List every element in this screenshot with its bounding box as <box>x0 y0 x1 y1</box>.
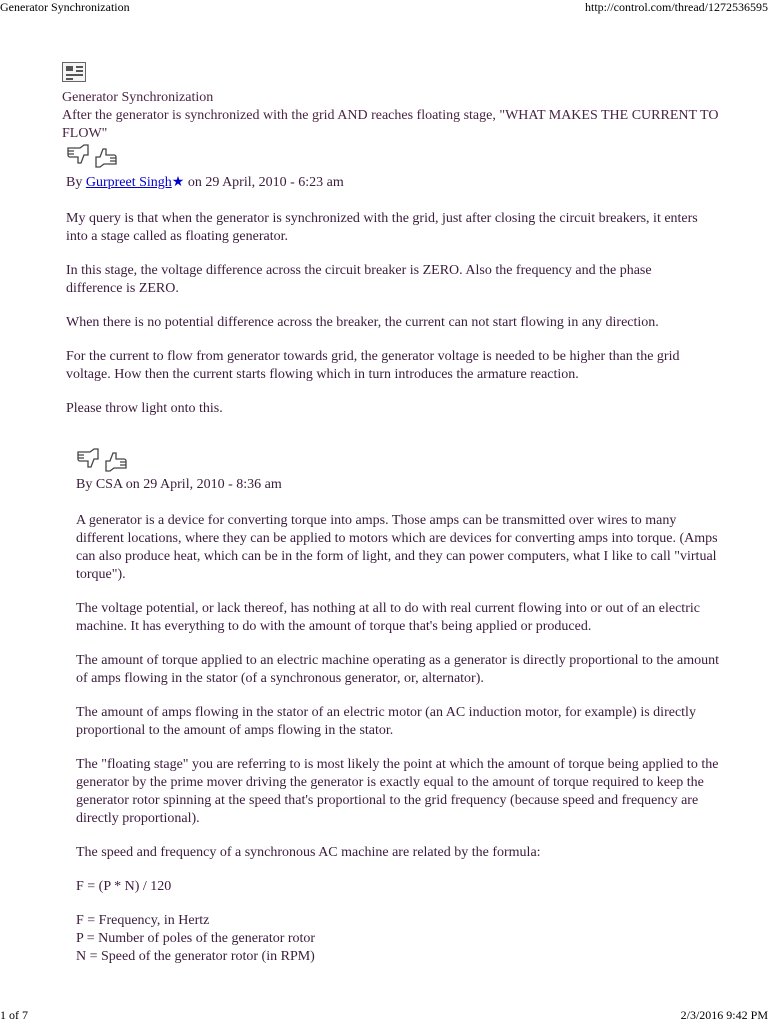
post-1 <box>66 174 711 434</box>
post-2-paragraph: The amount of torque applied to an electric machine operating as a generator is directly proportional to the amount of amps flowing in the stator (of a synchronous generator, or, alternator). <box>76 653 719 686</box>
post-2 <box>76 476 726 966</box>
thumbs-vote-icon[interactable] <box>66 142 118 170</box>
post-1-paragraph: In this stage, the voltage difference across the circuit breaker is ZERO. Also the frequency and the phase difference is ZERO. <box>66 263 652 296</box>
post-2-paragraph: The speed and frequency of a synchronous AC machine are related by the formula: <box>76 845 541 860</box>
post-2-byline: By CSA on 29 April, 2010 - 8:36 am <box>76 477 282 492</box>
formula: F = (P * N) / 120 <box>76 879 172 894</box>
post-2-paragraph: The amount of amps flowing in the stator of an electric motor (an AC induction motor, for example) is directly proportional to the amount of amps flowing in the stator. <box>76 705 696 738</box>
print-timestamp: 2/3/2016 9:42 PM <box>680 1008 768 1022</box>
definition-line: P = Number of poles of the generator rotor <box>76 931 316 946</box>
author-link[interactable]: Gurpreet Singh <box>85 175 172 190</box>
post-2-paragraph: A generator is a device for converting torque into amps. Those amps can be transmitted over wires to many different locations, where they can be applied to motors which are devices for converting amps into torque. (Amps can also produce heat, which can be in the form of light, and they can power computers, what I like to call "virtual torque"). <box>76 513 718 582</box>
header-url: http://control.com/thread/1272536595 <box>585 0 768 14</box>
thread-subtitle: After the generator is synchronized with the grid AND reaches floating stage, "WHAT MAKES THE CURRENT TO FLOW" <box>62 108 719 141</box>
definition-line: F = Frequency, in Hertz <box>76 913 210 928</box>
byline-prefix: By <box>66 175 86 190</box>
post-1-paragraph: My query is that when the generator is synchronized with the grid, just after closing the circuit breakers, it enters into a stage called as floating generator. <box>66 211 698 244</box>
post-1-paragraph: Please throw light onto this. <box>66 401 223 416</box>
post-1-date: on 29 April, 2010 - 6:23 am <box>184 175 344 190</box>
post-2-paragraph: The "floating stage" you are referring to is most likely the point at which the amount of torque being applied to the generator by the prime mover driving the generator is exactly equal to the amount of torque required to keep the generator rotor spinning at the speed that's proportional to the grid frequency (because speed and frequency are directly proportional). <box>76 757 719 826</box>
post-2-paragraph: The voltage potential, or lack thereof, has nothing at all to do with real current flowing into or out of an electric machine. It has everything to do with the amount of torque that's being applied or produced. <box>76 601 700 634</box>
star-icon: ★ <box>171 175 185 190</box>
header-title: Generator Synchronization <box>0 0 130 14</box>
thread-title-block <box>62 89 722 143</box>
page-number: 1 of 7 <box>0 1008 28 1022</box>
post-1-paragraph: When there is no potential difference across the breaker, the current can not start flowing in any direction. <box>66 315 659 330</box>
thumbs-vote-icon[interactable] <box>76 446 128 474</box>
post-1-byline <box>66 174 711 192</box>
page-header <box>0 0 768 16</box>
post-1-paragraph: For the current to flow from generator towards grid, the generator voltage is needed to be higher than the grid voltage. How then the current starts flowing which in turn introduces the armature reaction. <box>66 349 680 382</box>
thread-title: Generator Synchronization <box>62 90 214 105</box>
formula-definitions <box>76 912 726 966</box>
page-footer <box>0 1008 768 1024</box>
definition-line: N = Speed of the generator rotor (in RPM) <box>76 949 315 964</box>
thread-icon <box>62 62 86 82</box>
